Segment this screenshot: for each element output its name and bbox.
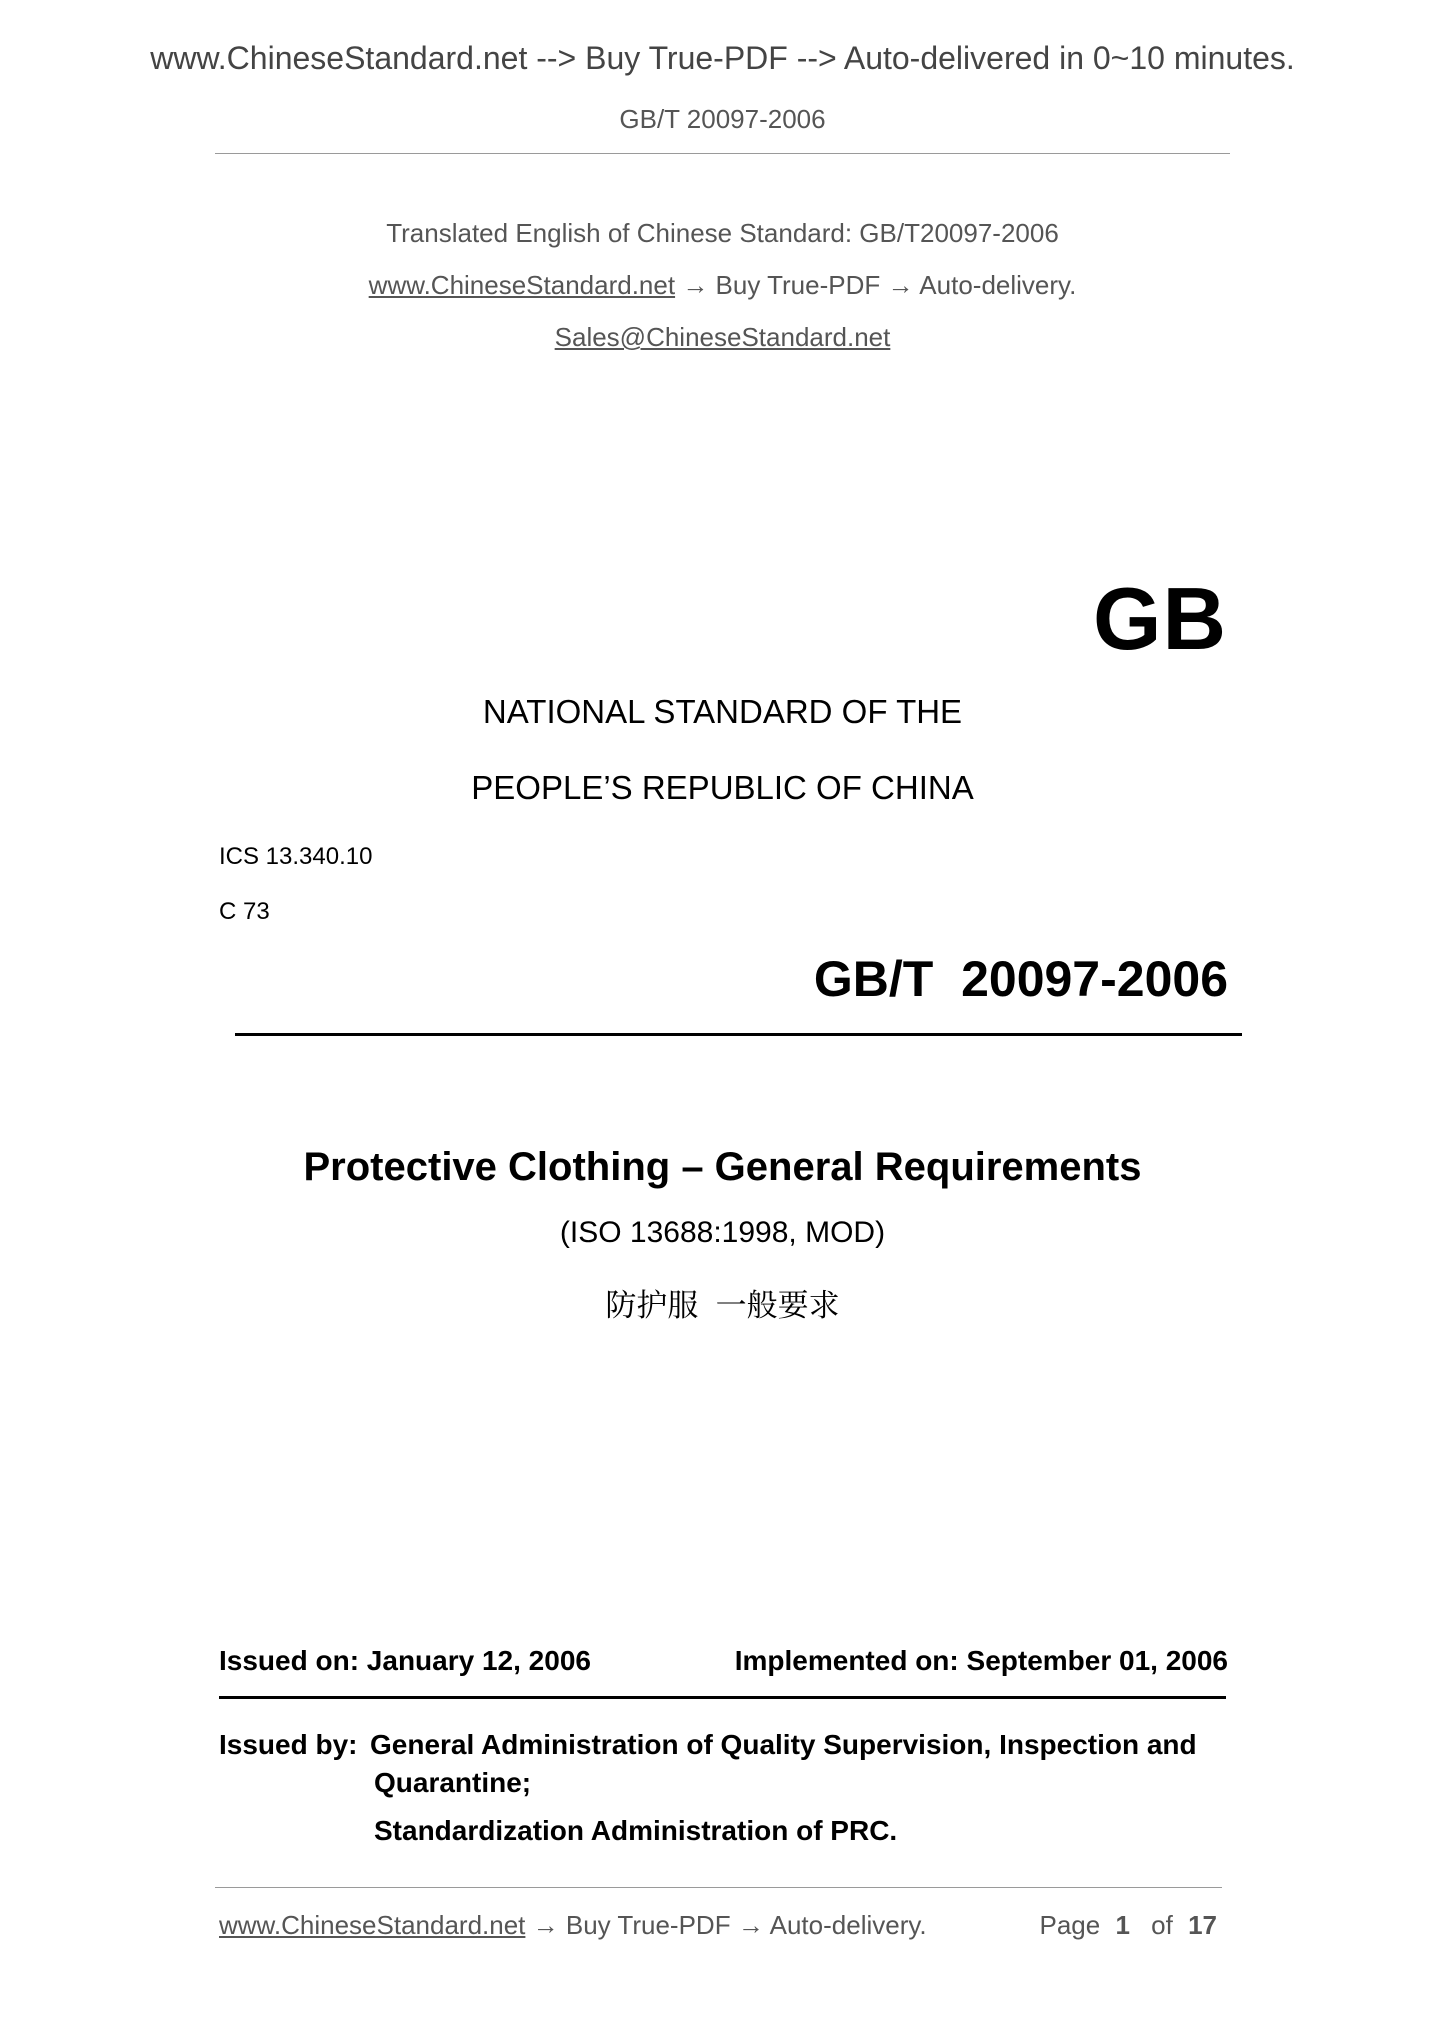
footer-site-link[interactable]: www.ChineseStandard.net [219, 1910, 526, 1940]
arrow-icon: → [737, 1910, 764, 1940]
standard-number: GB/T 20097-2006 [813, 951, 1228, 1007]
page-number: 1 [1115, 1910, 1130, 1940]
sales-email-link[interactable]: Sales@ChineseStandard.net [554, 322, 891, 352]
intro-delivery-line [0, 270, 1445, 301]
gb-mark: GB [1093, 569, 1227, 668]
implemented-on: Implemented on: September 01, 2006 [734, 1645, 1228, 1676]
page-indicator [1039, 1910, 1217, 1941]
footer-delivery-line [219, 1910, 927, 1941]
national-standard-line2: PEOPLE’S REPUBLIC OF CHINA [471, 769, 974, 806]
national-standard-line1: NATIONAL STANDARD OF THE [482, 693, 963, 730]
intro-site-link[interactable]: www.ChineseStandard.net [368, 270, 676, 300]
arrow-icon: → [682, 270, 709, 300]
top-banner: www.ChineseStandard.net --> Buy True-PDF --> Auto-delivered in 0~10 minutes. [150, 40, 1295, 76]
intro-auto-text: Auto-delivery. [919, 270, 1077, 300]
dates-rule [219, 1696, 1226, 1699]
footer-buy-text: Buy True-PDF [565, 1910, 731, 1940]
standard-number-rule [235, 1033, 1242, 1036]
arrow-icon: → [532, 1910, 559, 1940]
issuer-line1: General Administration of Quality Supervision, Inspection and [370, 1729, 1197, 1760]
header-doc-code: GB/T 20097-2006 [619, 104, 826, 134]
translated-line: Translated English of Chinese Standard: GB/T20097-2006 [386, 218, 1059, 248]
arrow-icon: → [887, 270, 914, 300]
ccs-code: C 73 [219, 898, 270, 925]
footer-divider [215, 1887, 1222, 1888]
footer-auto-text: Auto-delivery. [769, 1910, 927, 1940]
intro-buy-text: Buy True-PDF [715, 270, 881, 300]
iso-reference: (ISO 13688:1998, MOD) [559, 1216, 886, 1249]
issued-on: Issued on: January 12, 2006 [219, 1645, 591, 1676]
chinese-title: 防护服 一般要求 [605, 1288, 840, 1323]
page-label: Page [1039, 1910, 1101, 1940]
issuer-line2: Quarantine; [374, 1767, 532, 1798]
document-title: Protective Clothing – General Requirements [303, 1145, 1142, 1189]
total-pages: 17 [1188, 1910, 1217, 1940]
of-label: of [1151, 1910, 1173, 1940]
issuer-line3: Standardization Administration of PRC. [374, 1815, 898, 1846]
ics-code: ICS 13.340.10 [219, 843, 373, 870]
intro-email-line [0, 322, 1445, 353]
header-divider [215, 153, 1230, 154]
issued-by-label: Issued by: [219, 1729, 358, 1760]
